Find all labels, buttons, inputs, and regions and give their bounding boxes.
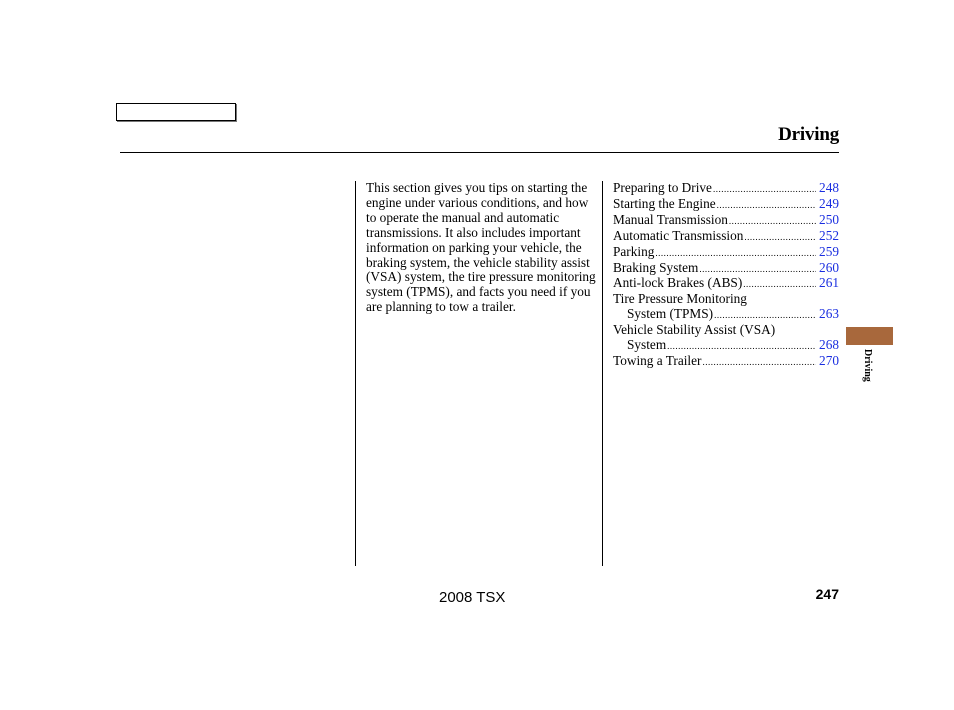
toc-label: Preparing to Drive — [613, 180, 712, 195]
toc-item-braking-system[interactable] — [613, 261, 839, 277]
toc-page-link[interactable]: 268 — [819, 337, 839, 353]
page-number: 247 — [815, 586, 839, 602]
toc-label: Parking — [613, 243, 655, 259]
toc-label: Anti-lock Brakes (ABS) — [613, 275, 743, 291]
footer-model-name: 2008 TSX — [439, 589, 506, 606]
toc-label: Towing a Trailer — [613, 352, 702, 368]
toc-leader — [714, 308, 816, 323]
intro-paragraph: This section gives you tips on starting the engine under various conditions, and how to operate the manual and automatic transmissions. It also includes important information on parking your vehicle, the braking system, the vehicle stability assist (VSA) system, the tire pressure monitoring system (TPMS), and facts you need if you are planning to tow a trailer. — [366, 180, 596, 315]
toc-leader — [744, 230, 816, 245]
section-tab-marker[interactable] — [846, 327, 893, 345]
toc-label-continued: System (TPMS) — [627, 306, 714, 322]
toc-page-link[interactable]: 261 — [819, 275, 839, 291]
toc-item-parking[interactable] — [613, 245, 839, 261]
toc-item-automatic-transmission[interactable] — [613, 229, 839, 245]
toc-page-link[interactable]: 250 — [819, 211, 839, 227]
toc-label: Automatic Transmission — [613, 227, 744, 243]
main-menu-button[interactable] — [116, 103, 236, 121]
toc-label: Tire Pressure Monitoring — [613, 291, 747, 307]
toc-item-starting-the-engine[interactable] — [613, 197, 839, 213]
title-rule — [120, 152, 839, 153]
section-title: Driving — [778, 124, 839, 145]
side-section-label: Driving — [862, 349, 873, 382]
toc-label: Vehicle Stability Assist (VSA) — [613, 322, 776, 338]
table-of-contents — [613, 181, 839, 370]
toc-item-preparing-to-drive[interactable] — [613, 181, 839, 197]
toc-page-link[interactable]: 248 — [819, 180, 839, 195]
toc-leader — [702, 355, 816, 370]
toc-leader — [717, 198, 816, 213]
toc-leader — [699, 262, 816, 277]
toc-item-vehicle-stability-assist[interactable] — [613, 323, 839, 354]
column-divider-right — [602, 181, 603, 566]
toc-page-link[interactable]: 249 — [819, 195, 839, 211]
column-divider-left — [355, 181, 356, 566]
toc-page-link[interactable]: 252 — [819, 227, 839, 243]
toc-leader — [729, 214, 816, 229]
toc-label: Starting the Engine — [613, 195, 716, 211]
toc-item-manual-transmission[interactable] — [613, 213, 839, 229]
toc-page-link[interactable]: 260 — [819, 259, 839, 275]
toc-page-link[interactable]: 259 — [819, 243, 839, 259]
toc-leader — [713, 182, 816, 197]
toc-item-towing-a-trailer[interactable] — [613, 354, 839, 370]
toc-item-tire-pressure-monitoring[interactable] — [613, 292, 839, 323]
toc-leader — [655, 246, 816, 261]
toc-item-anti-lock-brakes[interactable] — [613, 276, 839, 292]
toc-leader — [667, 339, 816, 354]
toc-page-link[interactable]: 263 — [819, 306, 839, 322]
toc-label: Braking System — [613, 259, 699, 275]
toc-label-continued: System — [627, 337, 667, 353]
toc-leader — [743, 277, 816, 292]
toc-label: Manual Transmission — [613, 211, 728, 227]
toc-page-link[interactable]: 270 — [819, 352, 839, 368]
